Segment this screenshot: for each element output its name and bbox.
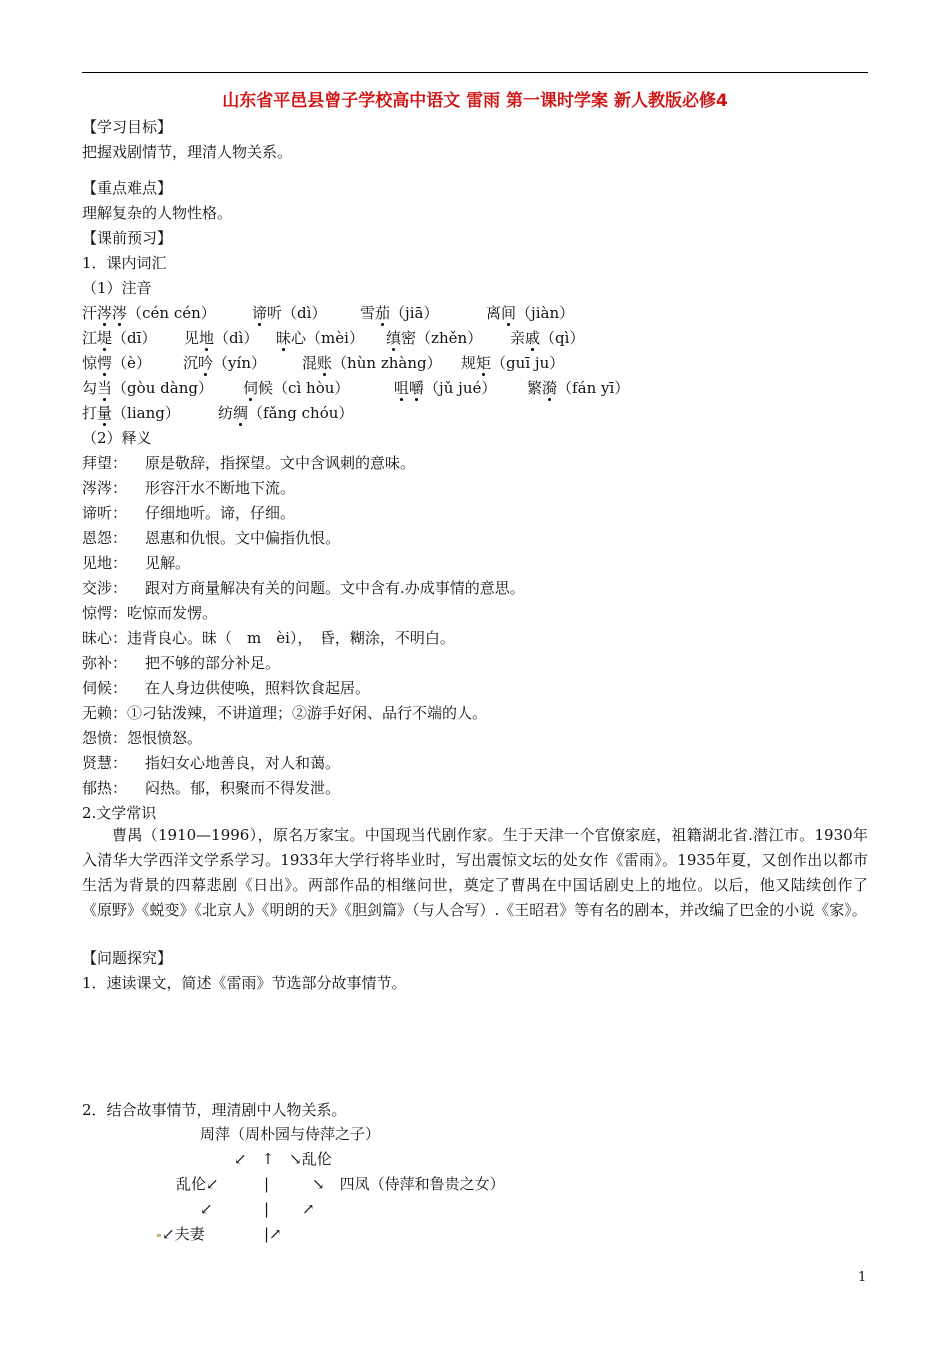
pinyin-item: 汗涔涔（cén cén） <box>82 304 216 322</box>
definition-item <box>82 703 487 723</box>
definition-term: 涔涔： <box>82 479 128 497</box>
pinyin-item: 离间（jiàn） <box>486 304 575 322</box>
question-2: 2．结合故事情节，理清剧中人物关系。 <box>82 1101 347 1119</box>
pinyin-item: 伺候（cì hòu） <box>243 379 350 397</box>
definition-term: 谛听： <box>82 504 128 522</box>
definition-term: 郁热： <box>82 779 128 797</box>
vocab-heading: 1．课内词汇 <box>82 254 167 272</box>
definition-item <box>82 728 202 748</box>
definition-text: 形容汗水不断地下流。 <box>145 479 296 497</box>
key-text: 理解复杂的人物性格。 <box>82 204 233 222</box>
relation-bar-2: | <box>264 1200 270 1218</box>
key-heading: 【重点难点】 <box>82 179 173 197</box>
literature-paragraph: 曹禺（1910—1996），原名万家宝。中国现当代剧作家。生于天津一个官僚家庭，祖籍湖北省.潜江市。1930年入清华大学西洋文学系学习。1933年大学行将毕业时，写出震惊文坛的处女作《雷雨》。1935年夏，又创作出以都市生活为背景的四幕悲剧《日出》。两部作品的相继问世，奠定了曹禺在中国话剧史上的地位。以后，他又陆续创作了《原野》《蜕变》《北京人》《明朗的天》《胆剑篇》（与人合写）.《王昭君》等有名的剧本，并改编了巴金的小说《家》。 <box>82 826 868 919</box>
definition-text: 闷热。郁，积聚而不得发泄。 <box>145 779 341 797</box>
definition-text: 把不够的部分补足。 <box>145 654 281 672</box>
relation-right-label: ↘ 四凤（侍萍和鲁贵之女） <box>312 1175 505 1193</box>
definition-text: 吃惊而发愣。 <box>127 604 218 622</box>
pinyin-item: 惊愕（è） <box>82 354 151 372</box>
meaning-heading: （2）释义 <box>82 429 152 447</box>
definition-item <box>82 503 295 523</box>
pinyin-item: 咀嚼（jǔ jué） <box>394 379 497 397</box>
pinyin-item: 江堤（dī） <box>82 329 157 347</box>
inquiry-heading: 【问题探究】 <box>82 949 173 967</box>
definition-text: 违背良心。昧（ m èi）， 昏，糊涂，不明白。 <box>127 629 455 647</box>
definition-item <box>82 453 415 473</box>
preview-heading: 【课前预习】 <box>82 229 173 247</box>
definition-text: 指妇女心地善良，对人和蔼。 <box>145 754 341 772</box>
definition-item <box>82 553 190 573</box>
definition-item <box>82 628 455 648</box>
definition-term: 交涉： <box>82 579 128 597</box>
pinyin-item: 雪茄（jiā） <box>360 304 439 322</box>
definition-term: 弥补： <box>82 654 128 672</box>
relation-arrow-up-right: ↗ <box>302 1200 315 1218</box>
pinyin-item: 打量（liang） <box>82 404 180 422</box>
definition-term: 伺候： <box>82 679 128 697</box>
pinyin-item: 规矩（guī ju） <box>461 354 565 372</box>
definition-term: 怨愤： <box>82 729 128 747</box>
definition-item <box>82 578 525 598</box>
pinyin-item: 亲戚（qì） <box>510 329 585 347</box>
pinyin-item: 繁漪（fán yī） <box>527 379 630 397</box>
definition-text: 见解。 <box>145 554 191 572</box>
scan-mark <box>157 1234 161 1237</box>
relation-bar-3: |↗ <box>264 1225 282 1243</box>
definition-text: 仔细地听。谛，仔细。 <box>145 504 296 522</box>
definition-item <box>82 478 295 498</box>
relation-bar-1: | <box>264 1175 270 1193</box>
pinyin-item: 谛听（dì） <box>252 304 327 322</box>
pinyin-item: 混账（hùn zhàng） <box>302 354 442 372</box>
relation-arrows-1: ↙ ↑ ↘乱伦 <box>234 1150 332 1168</box>
definition-text: 原是敬辞，指探望。文中含讽刺的意味。 <box>145 454 416 472</box>
document-title: 山东省平邑县曾子学校高中语文 雷雨 第一课时学案 新人教版必修4 <box>222 91 728 111</box>
definition-text: 怨恨愤怒。 <box>127 729 203 747</box>
definition-item <box>82 678 370 698</box>
definition-item <box>82 778 340 798</box>
definition-term: 昧心： <box>82 629 128 647</box>
literature-heading: 2.文学常识 <box>82 804 157 822</box>
definition-text: ①刁钻泼辣，不讲道理；②游手好闲、品行不端的人。 <box>127 704 488 722</box>
definition-item <box>82 653 280 673</box>
top-rule <box>82 72 868 73</box>
definition-term: 拜望： <box>82 454 128 472</box>
definition-term: 见地： <box>82 554 128 572</box>
definition-term: 恩怨： <box>82 529 128 547</box>
pinyin-item: 缜密（zhěn） <box>386 329 483 347</box>
definition-text: 跟对方商量解决有关的问题。文中含有.办成事情的意思。 <box>145 579 525 597</box>
definition-text: 在人身边供使唤，照料饮食起居。 <box>145 679 371 697</box>
definition-item <box>82 753 340 773</box>
question-1: 1．速读课文，简述《雷雨》节选部分故事情节。 <box>82 974 407 992</box>
relation-arrow-down-left: ↙ <box>200 1200 213 1218</box>
goal-heading: 【学习目标】 <box>82 118 173 136</box>
pinyin-heading: （1）注音 <box>82 279 152 297</box>
relation-left-label: 乱伦↙ <box>176 1175 219 1193</box>
relation-top: 周萍（周朴园与侍萍之子） <box>200 1125 381 1143</box>
definition-term: 惊愕： <box>82 604 128 622</box>
pinyin-item: 沉吟（yín） <box>183 354 267 372</box>
pinyin-item: 见地（dì） <box>184 329 259 347</box>
pinyin-item: 昧心（mèi） <box>276 329 364 347</box>
relation-spouse: ↙夫妻 <box>162 1225 205 1243</box>
definition-term: 无赖： <box>82 704 128 722</box>
definition-term: 贤慧： <box>82 754 128 772</box>
definition-text: 恩惠和仇恨。文中偏指仇恨。 <box>145 529 341 547</box>
pinyin-item: 勾当（gòu dàng） <box>82 379 213 397</box>
page-number: 1 <box>858 1270 867 1285</box>
goal-text: 把握戏剧情节，理清人物关系。 <box>82 143 293 161</box>
definition-item <box>82 603 217 623</box>
definition-item <box>82 528 340 548</box>
pinyin-item: 纺绸（fǎng chóu） <box>218 404 354 422</box>
